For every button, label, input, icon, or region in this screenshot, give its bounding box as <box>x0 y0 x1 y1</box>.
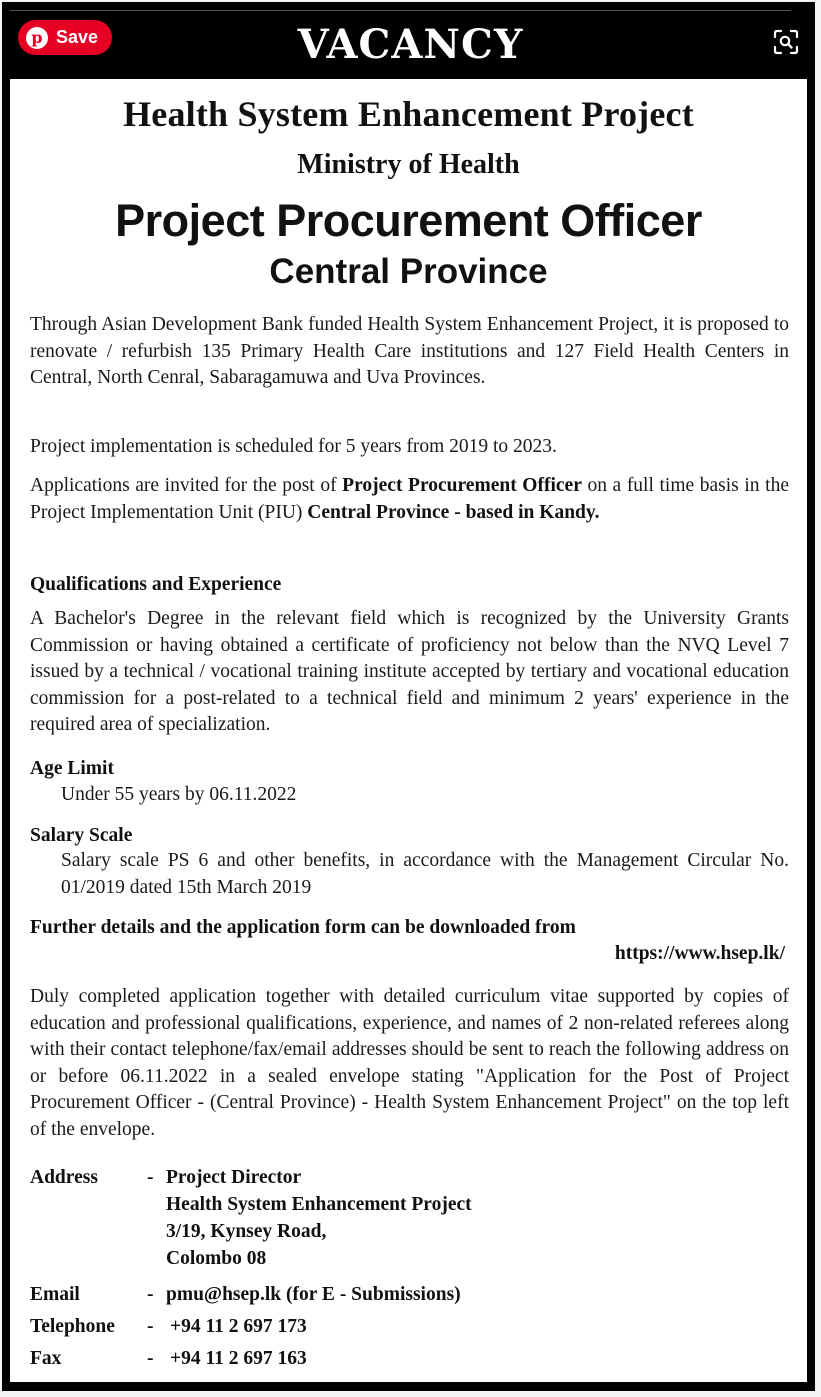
vacancy-title: VACANCY <box>297 21 524 68</box>
address-line: Colombo 08 <box>166 1248 267 1269</box>
fax-value: +94 11 2 697 163 <box>170 1348 307 1369</box>
invite-position: Project Procurement Officer <box>342 475 582 496</box>
fax-label: Fax <box>30 1348 62 1369</box>
age-limit-heading: Age Limit <box>30 758 114 779</box>
invitation-paragraph: Applications are invited for the post of Project Procurement Officer on a full time basis in the Project Implementation Unit (PIU) Central Province - based in Kandy. <box>30 475 789 523</box>
advert-page: Health System Enhancement Project Ministry of Health Project Procurement Officer Central Province Through Asian Development Bank funded Health System Enhancement Project, it is proposed to renovate / refurbish 135 Primary Health Care institutions and 127 Field Health Centers in Central, North Cenral, Sabaragamuwa and Uva Provinces. Project implementation is scheduled for 5 years from 2019 to 2023. Applications are invited for the post of Project Procurement Officer on a full time basis in the Project Implementation Unit (PIU) Central Province - based in Kandy. Qualifications and Experience A Bachelor's Degree in the relevant field which is recognized by the University Grants Commission or having obtained a certificate of proficiency not below than the NVQ Level 7 issued by a technical / vocational training institute accepted by tertiary and vocational education commission for a post-related to a technical field and minimum 2 years' experience in the required area of specialization. Age Limit Under 55 years by 06.11.2022 Salary Scale Salary scale PS 6 and other benefits, in accordance with the Management Circular No. 01/2019 dated 15th March 2019 Further details and the application form can be downloaded from https://www.hsep.lk/ Duly completed application together with detailed curriculum vitae supported by copies of education and professional qualifications, experience, and names of 2 non-related referees along with their contact telephone/fax/email addresses should be sent to reach the following address on or before 06.11.2022 in a sealed envelope stating "Application for the Post of Project Procurement Officer - (Central Province) - Health System Enhancement Project" on the top left of the envelope. Address - Project Director Health System Enhancement Project 3/19, Kynsey Road, Colombo 08 Email - pmu@hsep.lk (for E - Submissions) Telephone - +94 11 2 697 173 Fax - +94 11 2 697 163 <box>10 79 807 1382</box>
download-text: Further details and the application form can be downloaded from <box>30 917 576 938</box>
qualifications-heading: Qualifications and Experience <box>30 574 282 595</box>
salary-heading: Salary Scale <box>30 825 133 846</box>
pinterest-icon: p <box>26 27 48 49</box>
email-value[interactable]: pmu@hsep.lk (for E - Submissions) <box>166 1284 461 1305</box>
ministry-title: Ministry of Health <box>297 149 520 180</box>
qualifications-text: A Bachelor's Degree in the relevant field which is recognized by the University Grants Commission or having obtained a certificate of proficiency not below than the NVQ Level 7 issued by a technical / vocational training institute accepted by tertiary and vocational education commission for a post-related to a technical field and minimum 2 years' experience in the required area of specialization. <box>30 608 789 735</box>
address-label: Address <box>30 1167 98 1188</box>
telephone-label: Telephone <box>30 1316 115 1337</box>
location-title: Central Province <box>269 252 548 291</box>
organization-title: Health System Enhancement Project <box>123 94 694 134</box>
position-title: Project Procurement Officer <box>115 195 702 246</box>
telephone-value: +94 11 2 697 173 <box>170 1316 307 1337</box>
address-line: Project Director <box>166 1167 302 1188</box>
age-limit-text: Under 55 years by 06.11.2022 <box>61 784 297 805</box>
address-line: 3/19, Kynsey Road, <box>166 1221 327 1242</box>
intro-paragraph: Through Asian Development Bank funded Health System Enhancement Project, it is proposed to renovate / refurbish 135 Primary Health Care institutions and 127 Field Health Centers in Central, North Cenral, Sabaragamuwa and Uva Provinces. <box>30 314 789 388</box>
save-label: Save <box>56 27 99 47</box>
address-line: Health System Enhancement Project <box>166 1194 472 1215</box>
email-label: Email <box>30 1284 80 1305</box>
invite-location: Central Province - based in Kandy. <box>307 501 600 523</box>
pinterest-save-button[interactable] <box>18 20 112 55</box>
submission-paragraph: Duly completed application together with detailed curriculum vitae supported by copies of education and professional qualifications, experience, and names of 2 non-related referees along with their contact telephone/fax/email addresses should be sent to reach the following address on or before 06.11.2022 in a sealed envelope stating "Application for the Post of Project Procurement Officer - (Central Province) - Health System Enhancement Project" on the top left of the envelope. <box>30 986 789 1140</box>
salary-text: Salary scale PS 6 and other benefits, in accordance with the Management Circular No. 01/2019 dated 15th March 2019 <box>61 850 789 898</box>
implementation-paragraph: Project implementation is scheduled for 5 years from 2019 to 2023. <box>30 436 557 457</box>
download-url-link[interactable]: https://www.hsep.lk/ <box>614 943 785 964</box>
vacancy-banner <box>8 11 813 77</box>
visual-search-icon[interactable] <box>773 29 799 55</box>
